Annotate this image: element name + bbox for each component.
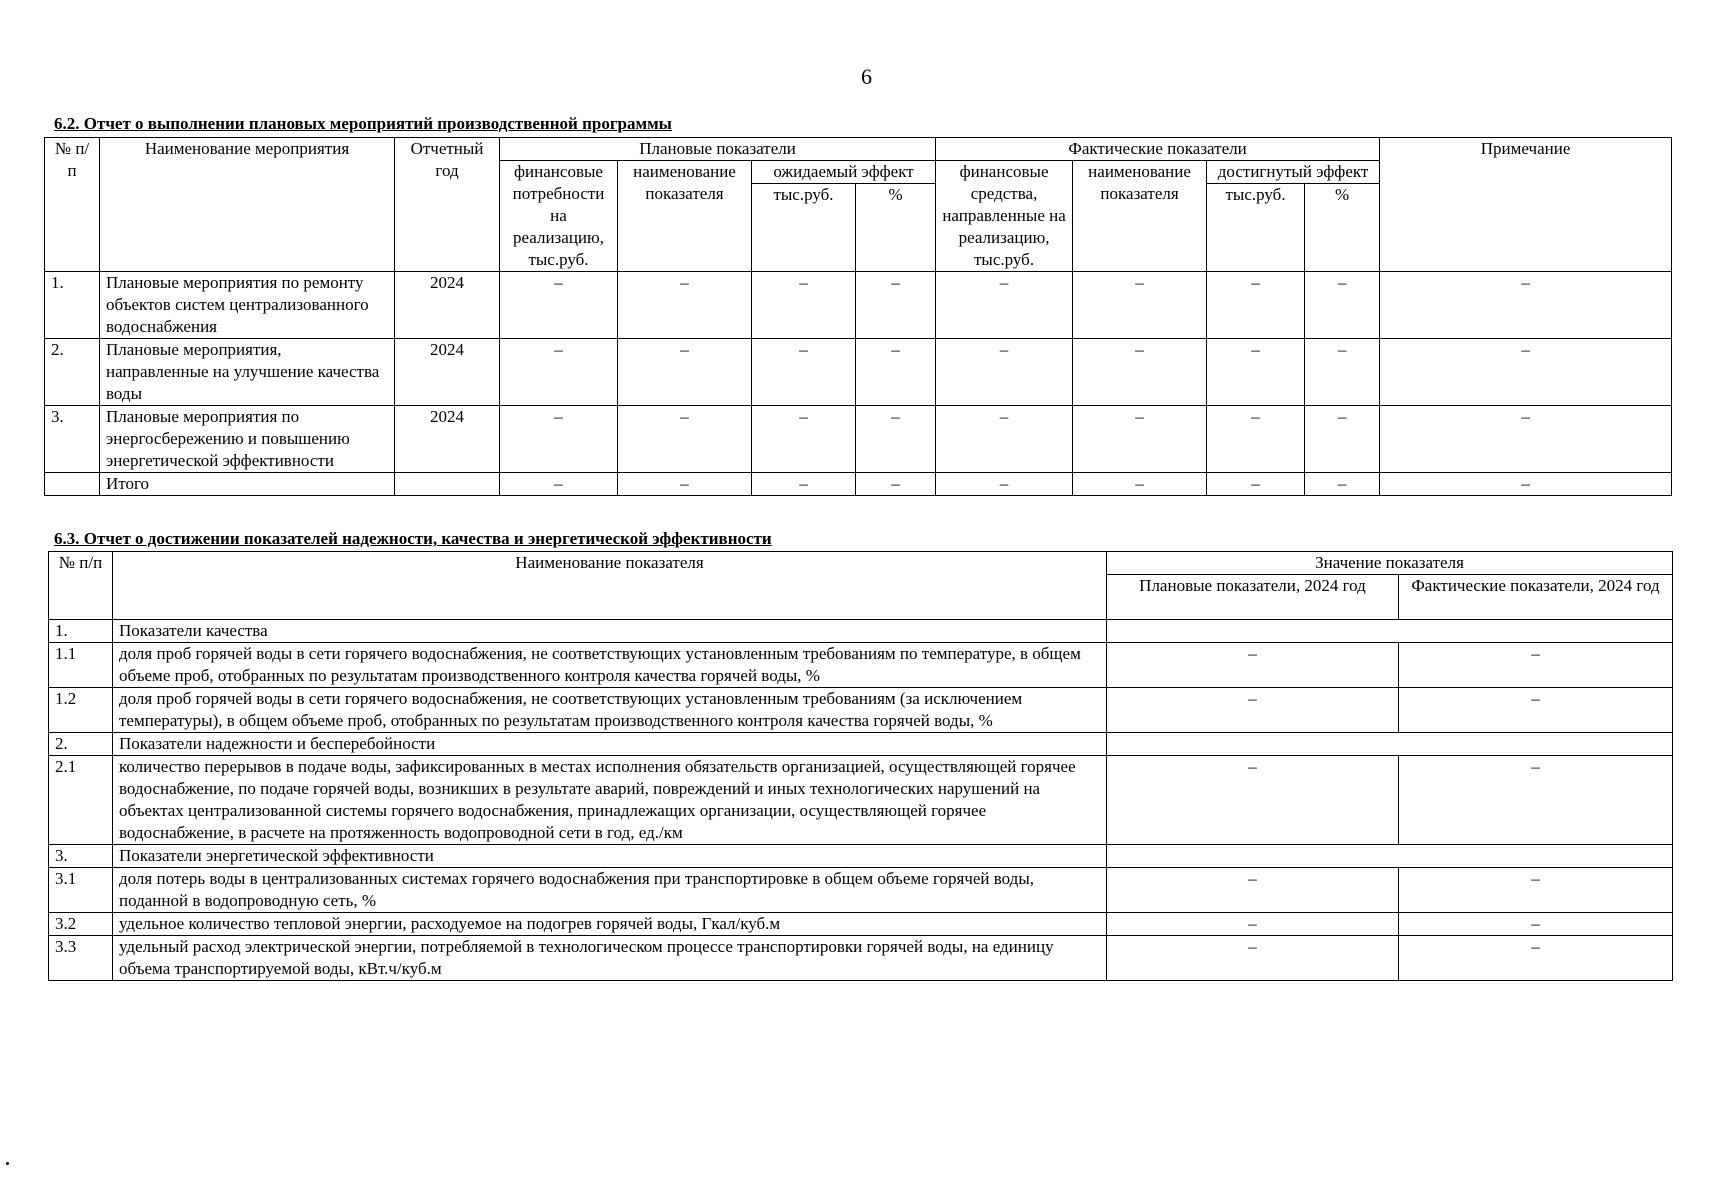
production-program-rows xyxy=(45,272,1672,496)
section-62-title: 6.2. Отчет о выполнении плановых мероприятий производственной программы xyxy=(54,114,672,133)
row-value: – xyxy=(1305,272,1380,339)
row-name: доля проб горячей воды в сети горячего водоснабжения, не соответствующих установленным требованиям (за исключением температуры), в общем объеме проб, отобранных по результатам производственного контроля качества горячей воды, % xyxy=(113,688,1107,733)
col-note-header: Примечание xyxy=(1380,138,1672,272)
fact-effect-header: достигнутый эффект xyxy=(1207,161,1380,184)
row-num: 3.3 xyxy=(49,936,113,981)
row-num: 1. xyxy=(49,620,113,643)
row-value: – xyxy=(752,272,856,339)
row-name: доля потерь воды в централизованных системах горячего водоснабжения при транспортировке в общем объеме горячей воды, поданной в водопроводную сеть, % xyxy=(113,868,1107,913)
fact-rub-header: тыс.руб. xyxy=(1207,184,1305,272)
ind-num-header: № п/п xyxy=(49,552,113,620)
row-empty-value xyxy=(1107,620,1673,643)
row-num: 1.2 xyxy=(49,688,113,733)
row-num: 2.1 xyxy=(49,756,113,845)
col-name-header: Наименование мероприятия xyxy=(100,138,395,272)
row-plan-value: – xyxy=(1107,688,1399,733)
row-name: удельное количество тепловой энергии, расходуемое на подогрев горячей воды, Гкал/куб.м xyxy=(113,913,1107,936)
row-value: – xyxy=(1207,339,1305,406)
section-63-title: 6.3. Отчет о достижении показателей надежности, качества и энергетической эффективности xyxy=(54,529,772,548)
row-value: – xyxy=(1305,406,1380,473)
row-name: Показатели качества xyxy=(113,620,1107,643)
row-num xyxy=(45,473,100,496)
row-value: – xyxy=(1380,406,1672,473)
row-name: доля проб горячей воды в сети горячего водоснабжения, не соответствующих установленным требованиям по температуре, в общем объеме проб, отобранных по результатам производственного контроля качества горячей воды, % xyxy=(113,643,1107,688)
row-name: Плановые мероприятия, направленные на улучшение качества воды xyxy=(100,339,395,406)
row-num: 3.2 xyxy=(49,913,113,936)
row-value: – xyxy=(500,339,618,406)
table-row xyxy=(49,868,1673,913)
row-num: 2. xyxy=(45,339,100,406)
plan-ind-header: наименование показателя xyxy=(618,161,752,272)
row-empty-value xyxy=(1107,845,1673,868)
row-value: – xyxy=(1073,339,1207,406)
row-value: – xyxy=(500,406,618,473)
row-value: – xyxy=(752,406,856,473)
plan-pct-header: % xyxy=(856,184,936,272)
page-number: 6 xyxy=(861,64,872,89)
table-row xyxy=(49,643,1673,688)
row-value: – xyxy=(752,339,856,406)
fact-pct-header: % xyxy=(1305,184,1380,272)
row-value: – xyxy=(1207,473,1305,496)
row-num: 3. xyxy=(45,406,100,473)
row-plan-value: – xyxy=(1107,868,1399,913)
table-row xyxy=(45,339,1672,406)
group-row xyxy=(49,733,1673,756)
row-value: – xyxy=(500,473,618,496)
scan-speck xyxy=(6,1162,9,1165)
row-plan-value: – xyxy=(1107,936,1399,981)
row-name: удельный расход электрической энергии, потребляемой в технологическом процессе транспортировки горячей воды, на единицу объема транспортируемой воды, кВт.ч/куб.м xyxy=(113,936,1107,981)
row-value: – xyxy=(936,406,1073,473)
plan-effect-header: ожидаемый эффект xyxy=(752,161,936,184)
row-year: 2024 xyxy=(395,339,500,406)
plan-rub-header: тыс.руб. xyxy=(752,184,856,272)
ind-name-header: Наименование показателя xyxy=(113,552,1107,620)
row-value: – xyxy=(936,473,1073,496)
row-value: – xyxy=(1073,406,1207,473)
fact-fin-header: финансовые средства, направленные на реализацию, тыс.руб. xyxy=(936,161,1073,272)
row-fact-value: – xyxy=(1399,913,1673,936)
row-name: количество перерывов в подаче воды, зафиксированных в местах исполнения обязательств организацией, осуществляющей горячее водоснабжение, по подаче горячей воды, возникших в результате аварий, повреждений и иных технологических нарушений на объектах централизованной системы горячего водоснабжения, принадлежащих организации, осуществляющей горячее водоснабжение, в расчете на протяженность водопроводной сети в год, ед./км xyxy=(113,756,1107,845)
group-row xyxy=(49,620,1673,643)
table-row xyxy=(49,756,1673,845)
row-value: – xyxy=(1073,473,1207,496)
row-value: – xyxy=(1207,272,1305,339)
row-value: – xyxy=(618,339,752,406)
value-group-header: Значение показателя xyxy=(1107,552,1673,575)
row-fact-value: – xyxy=(1399,756,1673,845)
row-name: Итого xyxy=(100,473,395,496)
row-value: – xyxy=(936,272,1073,339)
table-row xyxy=(49,936,1673,981)
row-year: 2024 xyxy=(395,272,500,339)
col-year-header: Отчетный год xyxy=(395,138,500,272)
table-row xyxy=(49,913,1673,936)
row-num: 3. xyxy=(49,845,113,868)
fact-group-header: Фактические показатели xyxy=(936,138,1380,161)
production-program-table xyxy=(44,137,1672,496)
row-fact-value: – xyxy=(1399,936,1673,981)
plan-2024-header: Плановые показатели, 2024 год xyxy=(1107,575,1399,620)
fact-ind-header: наименование показателя xyxy=(1073,161,1207,272)
row-plan-value: – xyxy=(1107,756,1399,845)
row-value: – xyxy=(1380,339,1672,406)
row-value: – xyxy=(618,406,752,473)
table-row xyxy=(45,406,1672,473)
col-num-header: № п/п xyxy=(45,138,100,272)
table-row xyxy=(49,688,1673,733)
row-value: – xyxy=(1073,272,1207,339)
indicators-rows xyxy=(49,620,1673,981)
table-row xyxy=(45,473,1672,496)
indicators-table xyxy=(48,551,1673,981)
row-value: – xyxy=(1305,339,1380,406)
row-name: Плановые мероприятия по ремонту объектов систем централизованного водоснабжения xyxy=(100,272,395,339)
group-row xyxy=(49,845,1673,868)
row-num: 1. xyxy=(45,272,100,339)
plan-fin-header: финансовые потребности на реализацию, тыс.руб. xyxy=(500,161,618,272)
row-num: 3.1 xyxy=(49,868,113,913)
row-year: 2024 xyxy=(395,406,500,473)
row-value: – xyxy=(618,473,752,496)
row-empty-value xyxy=(1107,733,1673,756)
row-name: Показатели надежности и бесперебойности xyxy=(113,733,1107,756)
row-name: Показатели энергетической эффективности xyxy=(113,845,1107,868)
row-value: – xyxy=(856,406,936,473)
row-num: 2. xyxy=(49,733,113,756)
row-value: – xyxy=(752,473,856,496)
row-value: – xyxy=(1207,406,1305,473)
plan-group-header: Плановые показатели xyxy=(500,138,936,161)
row-value: – xyxy=(1380,272,1672,339)
row-value: – xyxy=(1380,473,1672,496)
row-value: – xyxy=(856,272,936,339)
row-value: – xyxy=(856,339,936,406)
row-num: 1.1 xyxy=(49,643,113,688)
row-plan-value: – xyxy=(1107,643,1399,688)
row-value: – xyxy=(618,272,752,339)
row-value: – xyxy=(1305,473,1380,496)
row-name: Плановые мероприятия по энергосбережению и повышению энергетической эффективности xyxy=(100,406,395,473)
row-value: – xyxy=(936,339,1073,406)
table-row xyxy=(45,272,1672,339)
row-plan-value: – xyxy=(1107,913,1399,936)
row-value: – xyxy=(856,473,936,496)
row-year xyxy=(395,473,500,496)
row-fact-value: – xyxy=(1399,868,1673,913)
row-fact-value: – xyxy=(1399,688,1673,733)
row-fact-value: – xyxy=(1399,643,1673,688)
fact-2024-header: Фактические показатели, 2024 год xyxy=(1399,575,1673,620)
row-value: – xyxy=(500,272,618,339)
